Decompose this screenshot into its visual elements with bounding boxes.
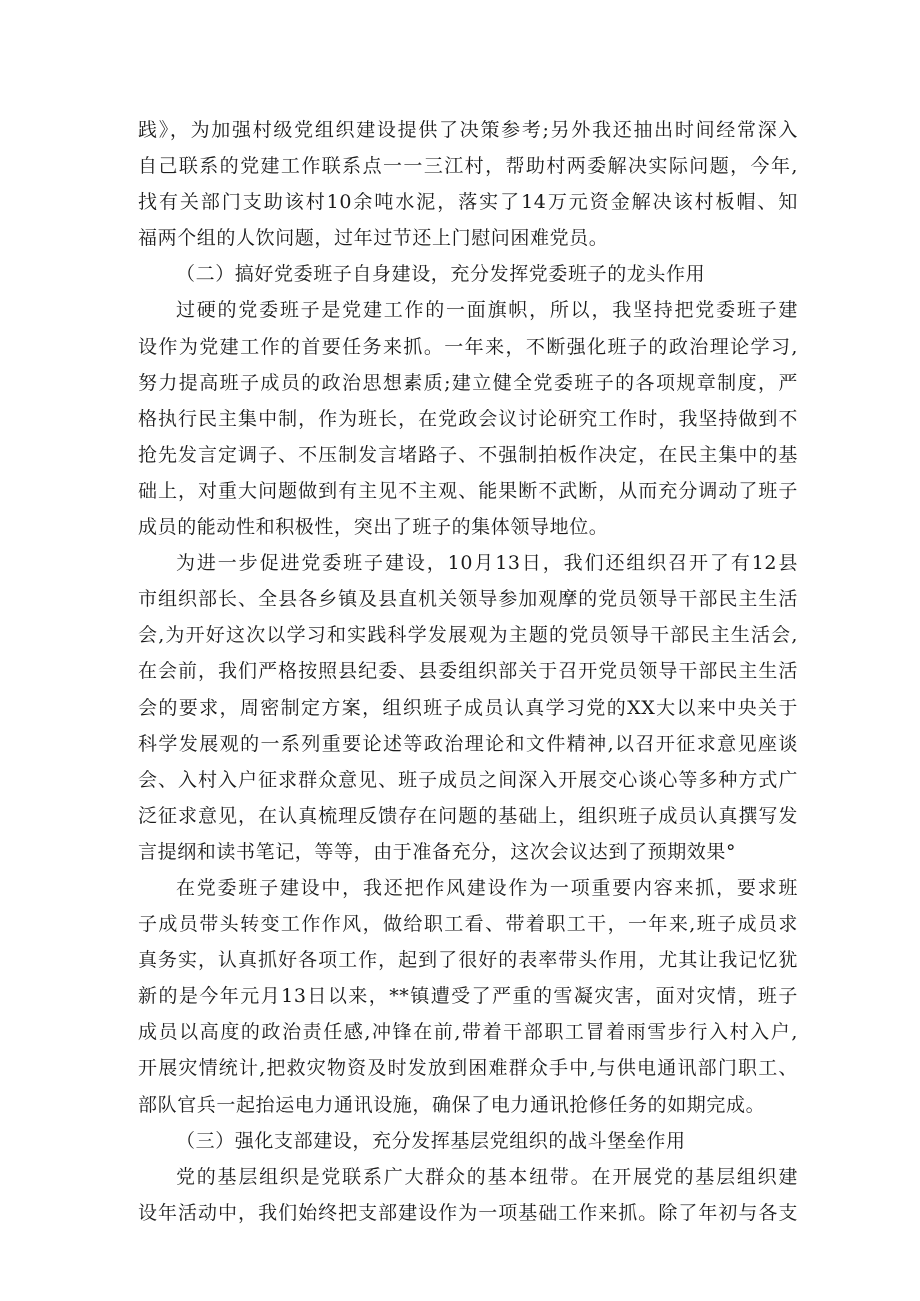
paragraph-party-committee — [138, 292, 798, 545]
text-line: 努力提高班子成员的政治思想素质;建立健全党委班子的各项规章制度，严 — [138, 371, 798, 394]
text-line: 过硬的党委班子是党建工作的一面旗帜，所以，我坚持把党委班子建 — [176, 299, 798, 322]
text-line: 党的基层组织是党联系广大群众的基本纽带。在开展党的基层组织建 — [176, 1165, 798, 1188]
section-heading-3 — [138, 1123, 798, 1159]
text-line: 践》，为加强村级党组织建设提供了决策参考;另外我还抽出时间经常深入 — [138, 119, 798, 141]
text-line: 在党委班子建设中，我还把作风建设作为一项重要内容来抓，要求班 — [176, 876, 798, 899]
text-line: 在会前，我们严格按照县纪委、县委组织部关于召开党员领导干部民主生活 — [138, 660, 798, 683]
text-line: 部队官兵一起抬运电力通讯设施，确保了电力通讯抢修任务的如期完成。 — [138, 1093, 766, 1116]
text-line: 福两个组的人饮问题，过年过节还上门慰问困难党员。 — [138, 227, 609, 250]
text-line: 为进一步促进党委班子建设，10月13日，我们还组织召开了有12县 — [176, 552, 798, 575]
text-line: 会、入村入户征求群众意见、班子成员之间深入开展交心谈心等多种方式广 — [138, 768, 798, 791]
text-line: 新的是今年元月13日以来，**镇遭受了严重的雪凝灾害，面对灾情，班子 — [138, 985, 798, 1008]
text-line: 成员的能动性和积极性，突出了班子的集体领导地位。 — [138, 516, 609, 539]
text-line: 设作为党建工作的首要任务来抓。一年来，不断强化班子的政治理论学习, — [138, 335, 798, 358]
text-line: 真务实，认真抓好各项工作，起到了很好的表率带头作用，尤其让我记忆犹 — [138, 949, 798, 972]
text-line: 言提纲和读书笔记，等等，由于准备充分，这次会议达到了预期效果° — [138, 840, 737, 863]
text-line: 设年活动中，我们始终把支部建设作为一项基础工作来抓。除了年初与各支 — [138, 1201, 798, 1224]
text-line: 科学发展观的一系列重要论述等政治理论和文件精神,以召开征求意见座谈 — [138, 732, 798, 755]
text-line: 市组织部长、全县各乡镇及县直机关领导参加观摩的党员领导干部民主生活 — [138, 588, 798, 611]
text-line: 子成员带头转变工作作风，做给职工看、带着职工干，一年来,班子成员求 — [138, 913, 798, 936]
text-line: 泛征求意见，在认真梳理反馈存在问题的基础上，组织班子成员认真撰写发 — [138, 804, 798, 827]
text-line: 抢先发言定调子、不压制发言堵路子、不强制拍板作决定，在民主集中的基 — [138, 443, 798, 466]
text-line: 找有关部门支助该村10余吨水泥，落实了14万元资金解决该村板帽、知 — [138, 191, 798, 214]
section-heading-2 — [138, 256, 798, 292]
text-line: 础上，对重大问题做到有主见不主观、能果断不武断，从而充分调动了班子 — [138, 479, 798, 502]
paragraph-democratic-meeting — [138, 545, 798, 870]
text-line: 成员以高度的政治责任感,冲锋在前,带着干部职工冒着雨雪步行入村入户, — [138, 1021, 798, 1044]
heading-line: （三）强化支部建设，充分发挥基层党组织的战斗堡垒作用 — [176, 1129, 686, 1152]
paragraph-branch-building — [138, 1159, 798, 1231]
paragraph-continuation — [138, 112, 798, 256]
heading-line: （二）搞好党委班子自身建设，充分发挥党委班子的龙头作用 — [176, 263, 706, 286]
text-line: 会,为开好这次以学习和实践科学发展观为主题的党员领导干部民主生活会, — [138, 624, 798, 647]
document-body — [138, 112, 798, 1231]
text-line: 自己联系的党建工作联系点一一三江村，帮助村两委解决实际问题，今年, — [138, 155, 798, 178]
text-line: 开展灾情统计,把救灾物资及时发放到困难群众手中,与供电通讯部门职工、 — [138, 1057, 798, 1080]
paragraph-work-style — [138, 870, 798, 1123]
text-line: 会的要求，周密制定方案，组织班子成员认真学习党的XX大以来中央关于 — [138, 696, 798, 719]
text-line: 格执行民主集中制，作为班长，在党政会议讨论研究工作时，我坚持做到不 — [138, 407, 798, 430]
